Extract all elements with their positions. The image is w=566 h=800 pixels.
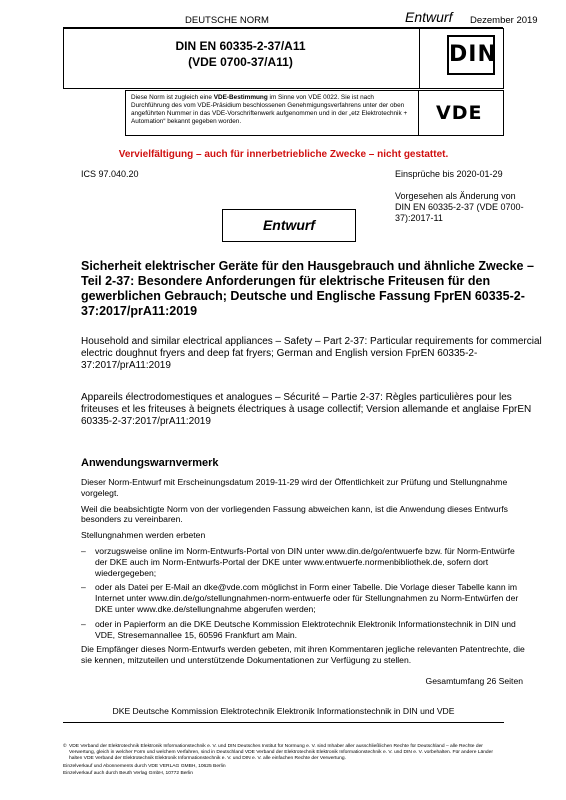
norm-type-label: DEUTSCHE NORM — [185, 15, 269, 26]
copyright-notice — [63, 744, 504, 762]
paragraph: Dieser Norm-Entwurf mit Erscheinungsdatum 2019-11-29 wird der Öffentlichkeit zur Prüfung und Stellungnahme vorgelegt. — [81, 477, 508, 498]
copyright-icon: © — [63, 744, 67, 749]
ics-code: ICS 97.040.20 — [81, 169, 139, 179]
list-item — [81, 619, 526, 641]
dash-bullet: – — [81, 618, 86, 629]
din-logo-text: DIN — [449, 42, 497, 67]
issue-date: Dezember 2019 — [470, 15, 538, 26]
copyright-text: VDE Verband der Elektrotechnik Elektronik Informationstechnik e. V. und DIN Deutsches Institut für Normung e. V. sind Inhaber aller ausschließlichen Rechte für Deutschland – alle Rechte der Verwertung, gleich in welcher Form und welchem Verfahren, sind in Deutschland VDE Verband der Elektrotechnik Elektronik Informationstechnik e. V. und DIN e. V. vorbehalten. Für andere Länder halten VDE Verband der Elektrotechnik Elektronik Informationstechnik e. V. und DIN e. V. alle einfachen Rechte der Verwertung. — [69, 744, 493, 761]
vde-notice-text: Diese Norm ist zugleich eine — [131, 94, 214, 101]
draft-stamp: Entwurf — [222, 209, 356, 242]
sales-line-beuth: Einzelverkauf auch durch Beuth Verlag GmbH, 10772 Berlin — [63, 771, 193, 776]
paragraph: Die Empfänger dieses Norm-Entwurfs werden gebeten, mit ihren Kommentaren jegliche relevanten Patentrechte, die sie kennen, mitzuteilen und unterstützende Dokumentationen zur Verfügung zu stellen. — [81, 644, 525, 666]
list-item — [81, 582, 526, 614]
vde-notice — [131, 94, 413, 126]
title-french: Appareils électrodomestiques et analogues – Sécurité – Partie 2-37: Règles particulières pour les friteuses et les friteuses à beignets électriques à usage collectif; Version allemande et anglaise FprEN 60335-2-37:2017/prA11:2019 — [81, 392, 532, 427]
dash-bullet: – — [81, 545, 86, 556]
list-item-text: vorzugsweise online im Norm-Entwurfs-Portal von DIN unter www.din.de/go/entwuerfe bzw. für Norm-Entwürfe der DKE auch im Norm-Entwurfs-Portal der DKE unter www.entwuerfe.normenbibliothek.de, sofern dort wiedergegeben; — [95, 545, 515, 578]
copy-warning: Vervielfältigung – auch für innerbetriebliche Zwecke – nicht gestattet. — [118, 149, 449, 160]
objection-deadline: Einsprüche bis 2020-01-29 — [395, 169, 503, 179]
section-heading: Anwendungswarnvermerk — [81, 457, 219, 469]
list-item-text: oder in Papierform an die DKE Deutsche Kommission Elektrotechnik Elektronik Informationstechnik in DIN und VDE, Stresemannallee 15, 60596 Frankfurt am Main. — [95, 618, 516, 640]
amendment-note: Vorgesehen als Änderung von DIN EN 60335-2-37 (VDE 0700-37):2017-11 — [395, 191, 524, 223]
title-english: Household and similar electrical appliances – Safety – Part 2-37: Particular requirements for commercial electric doughnut fryers and deep fat fryers; German and English version FprEN 60335-2-37:2017/prA11:2019 — [81, 336, 542, 371]
vde-notice-bold: VDE-Bestimmung — [213, 94, 268, 101]
total-pages: Gesamtumfang 26 Seiten — [425, 676, 523, 686]
standard-number-din: DIN EN 60335-2-37/A11 — [175, 39, 306, 53]
footer — [63, 744, 504, 778]
title-german: Sicherheit elektrischer Geräte für den Hausgebrauch und ähnliche Zwecke – Teil 2-37: Besondere Anforderungen für elektrische Friteusen für den gewerblichen Gebrauch; Deutsche und Englische Fassung FprEN 60335-2-37:2017/prA11:2019 — [81, 259, 534, 318]
dash-bullet: – — [81, 582, 86, 593]
paragraph: Stellungnahmen werden erbeten — [81, 530, 206, 541]
sales-line-vde: Einzelverkauf und Abonnements durch VDE VERLAG GMBH, 10625 Berlin — [63, 764, 226, 769]
paragraph: Weil die beabsichtigte Norm von der vorliegenden Fassung abweichen kann, ist die Anwendung dieses Entwurfs besonders zu vereinbaren. — [81, 503, 508, 525]
list-item — [81, 546, 526, 578]
vde-logo: VDE — [436, 102, 483, 124]
standard-number — [63, 38, 418, 70]
standard-number-vde: (VDE 0700-37/A11) — [188, 55, 293, 69]
vde-notice-text-rest: im Sinne von VDE 0022. Sie ist nach Durchführung des vom VDE-Präsidium beschlossenen Genehmigungsverfahrens unter der oben angeführten Nummer in das VDE-Vorschriftenwerk aufgenommen und in der „etz Elektrotechnik + Automation“ bekannt gegeben worden. — [131, 94, 408, 125]
draft-label: Entwurf — [405, 9, 453, 25]
footer-rule — [63, 722, 504, 723]
dke-name: DKE Deutsche Kommission Elektrotechnik Elektronik Informationstechnik in DIN und VDE — [112, 706, 455, 716]
list-item-text: oder als Datei per E-Mail an dke@vde.com möglichst in Form einer Tabelle. Die Vorlage dieser Tabelle kann im Internet unter www.din.de/go/stellungnahmen-norm-entwuerfe oder für Stellungnahmen zu Norm-Entwürfen der DKE unter www.dke.de/stellungnahme abgerufen werden; — [95, 582, 519, 614]
din-logo — [447, 35, 495, 75]
notice-body — [81, 477, 526, 671]
